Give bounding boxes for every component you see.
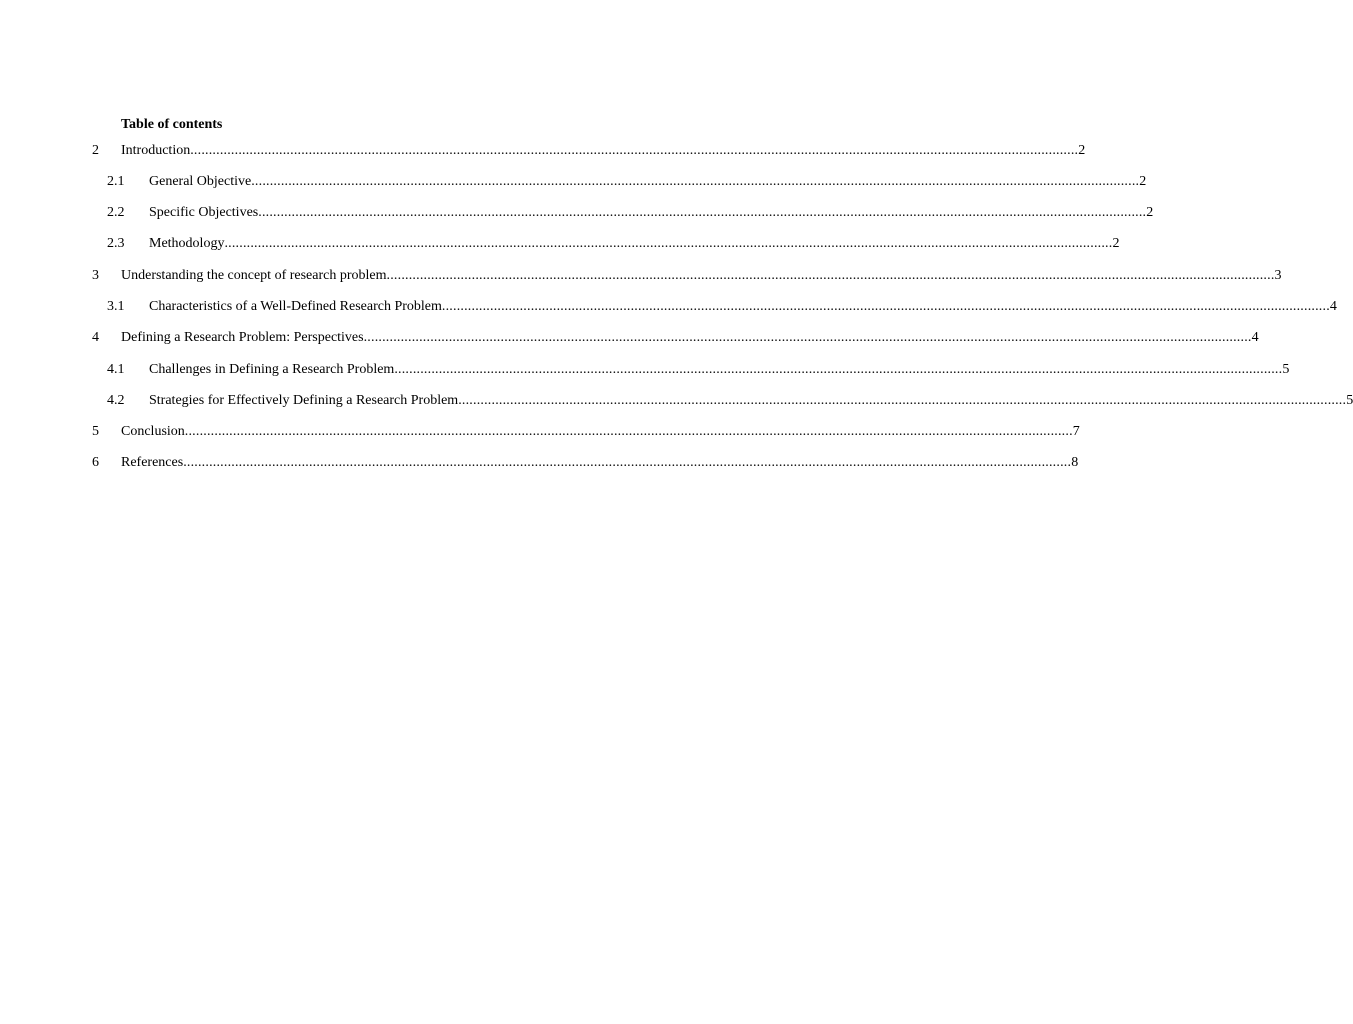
toc-entry-title: Conclusion (121, 424, 185, 439)
toc-entry-number: 2.1 (107, 174, 125, 189)
toc-entry-title: Characteristics of a Well-Defined Research Problem (149, 299, 442, 314)
toc-entry-characteristics[interactable] (0, 297, 1337, 317)
toc-entry-page: 2 (1139, 174, 1147, 189)
toc-entry-strategies[interactable] (0, 391, 1353, 411)
toc-dot-leader: ................................................................................................................................................................................................................................................ (386, 268, 1275, 283)
toc-entry-page: 4 (1329, 299, 1337, 314)
toc-entry-number: 4 (92, 330, 99, 345)
toc-entry-title: Methodology (149, 236, 225, 251)
toc-entry-page: 2 (1112, 236, 1120, 251)
toc-dot-leader: ................................................................................................................................................................................................................................................ (251, 174, 1140, 189)
toc-entry-number: 2.2 (107, 205, 125, 220)
toc-entry-defining-perspectives[interactable] (0, 328, 1259, 348)
toc-dot-leader: ................................................................................................................................................................................................................................................ (224, 236, 1113, 251)
toc-dot-leader: ................................................................................................................................................................................................................................................ (441, 299, 1330, 314)
toc-entry-page: 2 (1146, 205, 1154, 220)
toc-entry-number: 2.3 (107, 236, 125, 251)
toc-entry-title: General Objective (149, 174, 252, 189)
toc-entry-conclusion[interactable] (0, 422, 1080, 442)
toc-entry-title: References (121, 455, 184, 470)
toc-entry-title: Specific Objectives (149, 205, 259, 220)
toc-dot-leader: ................................................................................................................................................................................................................................................ (183, 455, 1072, 470)
toc-dot-leader: ................................................................................................................................................................................................................................................ (184, 424, 1073, 439)
toc-entry-title: Challenges in Defining a Research Problem (149, 362, 395, 377)
toc-entry-page: 8 (1071, 455, 1079, 470)
toc-entry-number: 4.2 (107, 393, 125, 408)
toc-dot-leader: ................................................................................................................................................................................................................................................ (394, 362, 1283, 377)
toc-entry-challenges[interactable] (0, 360, 1290, 380)
toc-entry-general-objective[interactable] (0, 172, 1147, 192)
toc-entry-specific-objectives[interactable] (0, 203, 1154, 223)
toc-entry-introduction[interactable] (0, 141, 1086, 161)
toc-dot-leader: ................................................................................................................................................................................................................................................ (458, 393, 1347, 408)
toc-entry-title: Understanding the concept of research problem (121, 268, 387, 283)
toc-entry-page: 3 (1274, 268, 1282, 283)
toc-entry-page: 5 (1346, 393, 1353, 408)
toc-dot-leader: ................................................................................................................................................................................................................................................ (363, 330, 1252, 345)
toc-dot-leader: ................................................................................................................................................................................................................................................ (258, 205, 1147, 220)
toc-entry-number: 3.1 (107, 299, 125, 314)
toc-dot-leader: ................................................................................................................................................................................................................................................ (190, 143, 1079, 158)
toc-entry-page: 5 (1282, 362, 1290, 377)
toc-entry-understanding-concept[interactable] (0, 266, 1282, 286)
toc-title: Table of contents (121, 117, 223, 132)
toc-entry-number: 6 (92, 455, 99, 470)
toc-entry-title: Introduction (121, 143, 191, 158)
toc-entry-number: 5 (92, 424, 99, 439)
toc-entry-page: 7 (1072, 424, 1080, 439)
toc-entry-page: 4 (1251, 330, 1259, 345)
toc-entry-methodology[interactable] (0, 234, 1120, 254)
toc-entry-number: 2 (92, 143, 99, 158)
toc-entry-page: 2 (1078, 143, 1086, 158)
toc-entry-title: Defining a Research Problem: Perspectives (121, 330, 364, 345)
toc-entry-number: 3 (92, 268, 99, 283)
toc-entry-number: 4.1 (107, 362, 125, 377)
toc-entry-title: Strategies for Effectively Defining a Research Problem (149, 393, 459, 408)
toc-entry-references[interactable] (0, 453, 1079, 473)
